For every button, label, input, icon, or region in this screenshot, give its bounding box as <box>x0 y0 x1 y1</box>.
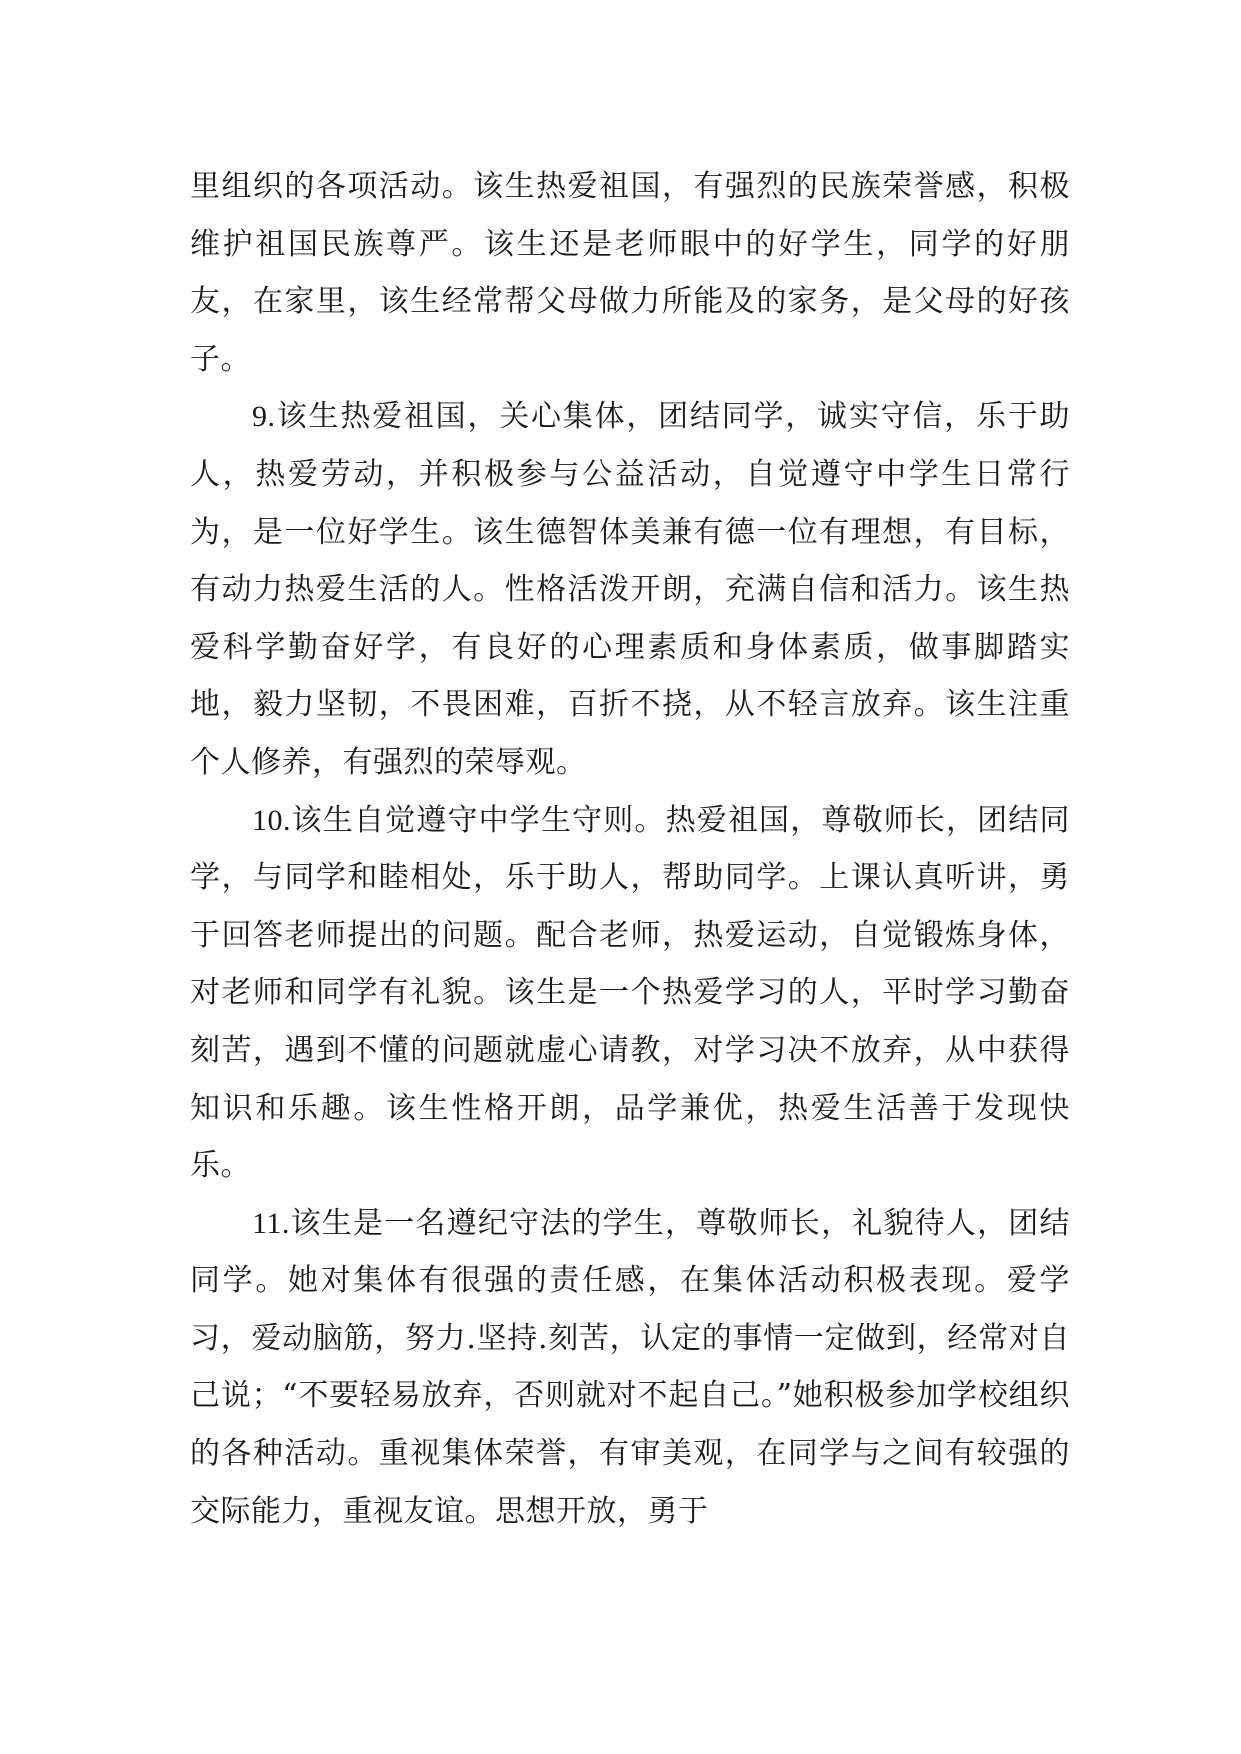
document-body <box>190 158 1070 1540</box>
paragraph-10 <box>190 792 1070 1195</box>
paragraph-text: 该生自觉遵守中学生守则。热爱祖国，尊敬师长，团结同学，与同学和睦相处，乐于助人，帮助同学。上课认真听讲，勇于回答老师提出的问题。配合老师，热爱运动，自觉锻炼身体，对老师和同学有礼貌。该生是一个热爱学习的人，平时学习勤奋刻苦，遇到不懂的问题就虚心请教，对学习决不放弃，从中获得知识和乐趣。该生性格开朗，品学兼优，热爱生活善于发现快乐。 <box>190 802 1070 1184</box>
paragraph-text: 该生热爱祖国，关心集体，团结同学，诚实守信，乐于助人，热爱劳动，并积极参与公益活动，自觉遵守中学生日常行为，是一位好学生。该生德智体美兼有德一位有理想，有目标，有动力热爱生活的人。性格活泼开朗，充满自信和活力。该生热爱科学勤奋好学，有良好的心理素质和身体素质，做事脚踏实地，毅力坚韧，不畏困难，百折不挠，从不轻言放弃。该生注重个人修养，有强烈的荣辱观。 <box>190 399 1070 780</box>
paragraph-text: 里组织的各项活动。该生热爱祖国，有强烈的民族荣誉感，积极维护祖国民族尊严。该生还是老师眼中的好学生，同学的好朋友，在家里，该生经常帮父母做力所能及的家务，是父母的好孩子。 <box>190 169 1070 377</box>
paragraph-9 <box>190 388 1070 791</box>
paragraph-continued <box>190 158 1070 388</box>
paragraph-text: 该生是一名遵纪守法的学生，尊敬师长，礼貌待人，团结同学。她对集体有很强的责任感，在集体活动积极表现。爱学习，爱动脑筋，努力.坚持.刻苦，认定的事情一定做到，经常对自己说；“不要轻易放弃，否则就对不起自己。”她积极参加学校组织的各种活动。重视集体荣誉，有审美观，在同学与之间有较强的交际能力，重视友谊。思想开放，勇于 <box>190 1205 1070 1529</box>
paragraph-11 <box>190 1195 1070 1541</box>
paragraph-number: 10. <box>252 803 291 837</box>
paragraph-number: 9. <box>252 400 276 434</box>
paragraph-number: 11. <box>252 1206 290 1240</box>
